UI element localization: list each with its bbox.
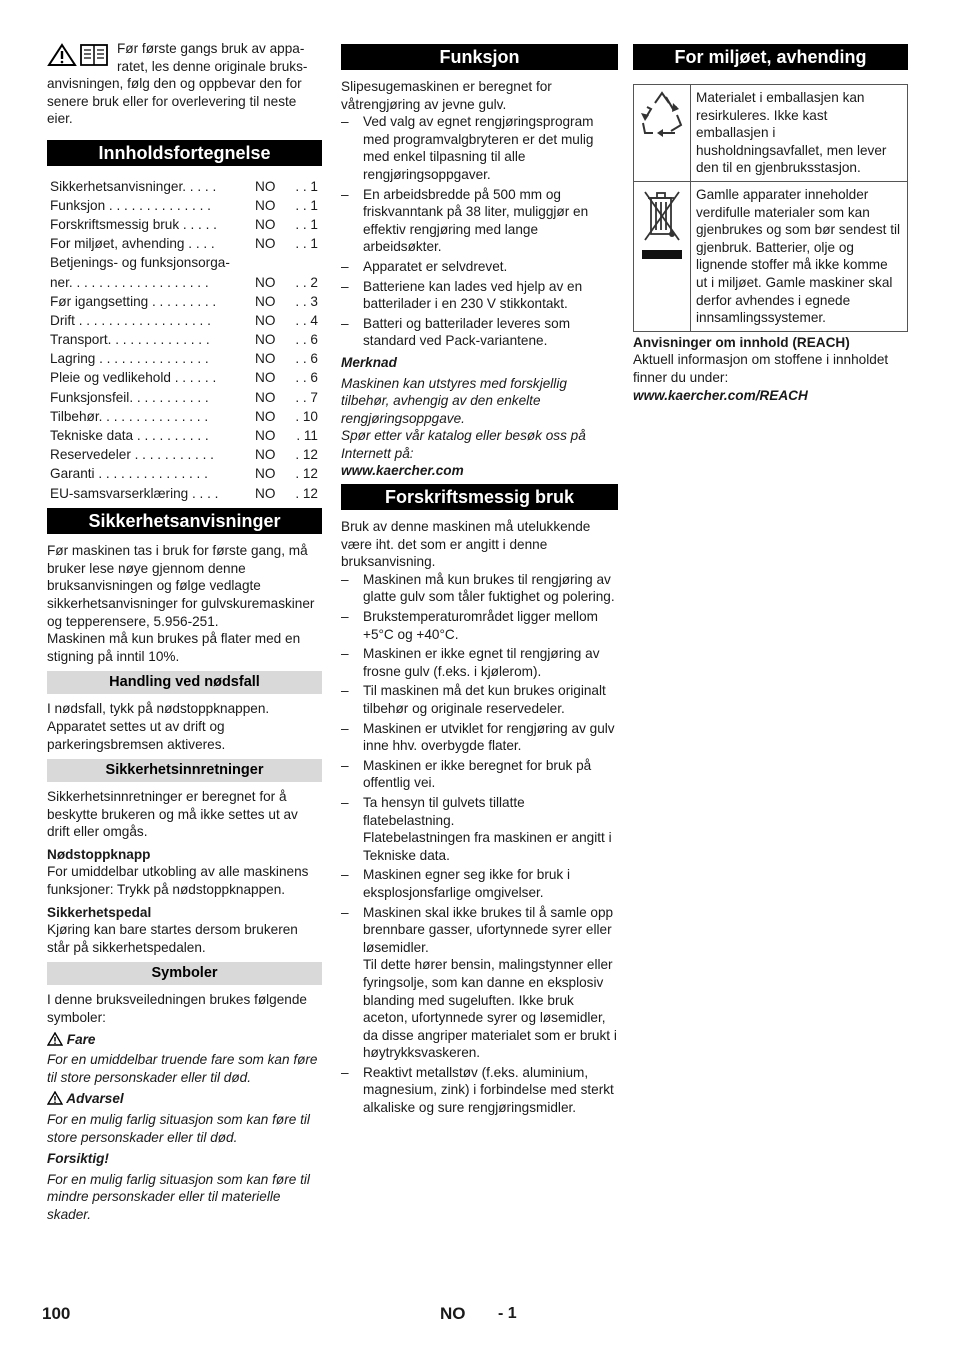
toc-label: Drift . . . . . . . . . . . . . . . . . . [50,312,211,328]
toc-label: Reservedeler . . . . . . . . . . . [50,447,214,463]
function-list [341,113,618,350]
toc-page: . . 6 [295,332,318,348]
recycle-icon [637,89,687,149]
intended-use-item [341,866,618,901]
toc-row[interactable] [50,329,318,348]
caution-label: Forsiktig! [47,1151,109,1167]
toc-language: NO [255,274,276,290]
intended-use-item-text: – Maskinen må kun brukes til rengjøring av glatte gulv som tåler fuktighet og polering. [363,571,615,605]
toc-page: . . 6 [295,370,318,386]
intro-line2: ratet, les denne originale bruks- [117,58,308,74]
reach-url: www.kaercher.com/REACH [633,387,808,403]
toc-row[interactable] [50,387,318,406]
toc-row[interactable] [50,406,318,425]
intended-use-item [341,904,618,1062]
footer-section: - 1 [498,1305,517,1322]
function-list-item: – En arbeidsbredde på 500 mm og friskvanntank på 38 liter, muliggjør en effektiv rengjøring med lange arbeidsøkter. [341,186,618,256]
toc-row[interactable] [50,349,318,368]
toc-row[interactable] [50,425,318,444]
intended-use-intro: Bruk av denne maskinen må utelukkende være iht. det som er angitt i denne bruksanvisning. [341,519,591,570]
toc-row[interactable] [50,195,318,214]
toc-label: Transport. . . . . . . . . . . . . . [50,332,210,348]
toc-page: . 12 [295,466,318,482]
env-icon-cell [634,85,691,182]
toc-row[interactable] [50,291,318,310]
toc-page: . 12 [295,447,318,463]
toc-page: . 12 [295,485,318,501]
env-icon-cell [634,181,691,331]
function-heading: Funksjon [341,44,618,70]
toc-page: . . 1 [295,236,318,252]
environment-heading: For miljøet, avhending [633,44,908,70]
note-text: Maskinen kan utstyres med forskjellig tilbehør, avhengig av den enkelte rengjøringsoppgave. [341,375,567,426]
intended-use-list [341,571,618,1117]
toc-language: NO [255,216,276,232]
intro-line1: Før første gangs bruk av appa- [117,41,305,56]
intended-use-item [341,1064,618,1117]
crossed-bin-icon [637,186,687,266]
function-list-item: – Apparatet er selvdrevet. [341,258,618,276]
toc-language: NO [255,370,276,386]
toc-label: Sikkerhetsanvisninger. . . . . [50,178,217,194]
toc-row[interactable] [50,272,318,291]
column-middle [341,40,618,1119]
intended-use-item [341,794,618,864]
toc-label: Tilbehør. . . . . . . . . . . . . . . [50,408,209,424]
toc-page: . . 6 [295,351,318,367]
danger-text: For en umiddelbar truende fare som kan føre til store personskader eller til død. [47,1052,318,1085]
intended-use-item-text: – Maskinen skal ikke brukes til å samle opp brennbare gasser, ufortynnede syrer eller løsemidler. [363,904,614,955]
note-url: www.kaercher.com [341,463,464,479]
toc-page: . . 1 [295,197,318,213]
toc-page: . . 1 [295,178,318,194]
warning-text: For en mulig farlig situasjon som kan føre til store personskader eller til død. [47,1112,310,1145]
intended-use-item-text: – Reaktivt metallstøv (f.eks. aluminium, magnesium, zink) i forbindelse med sterkt alkaliske og sure rengjøringsmidler. [363,1064,614,1116]
toc-row[interactable] [50,310,318,329]
toc-label: Funksjon . . . . . . . . . . . . . . [50,197,211,213]
safety-pedal-text: Kjøring kan bare startes dersom brukeren står på sikkerhetspedalen. [47,922,298,955]
intro-icons [47,43,111,72]
safety-text-slope: Maskinen må kun brukes på flater med en stigning på inntil 10%. [47,631,301,664]
toc-page: . . 1 [295,216,318,232]
toc-label: Lagring . . . . . . . . . . . . . . . [50,351,209,367]
toc-row[interactable] [50,483,318,502]
safety-devices-heading: Sikkerhetsinnretninger [47,759,322,782]
warning-label-row [47,1090,322,1108]
warning-triangle-icon [47,43,111,67]
intro-block [47,40,322,128]
env-packaging-text: Materialet i emballasjen kan resirkuleres. Ikke kast emballasjen i husholdningsavfallet, men lever den til en gjenbruksstasjon. [691,85,908,182]
toc-label: Forskriftsmessig bruk . . . . . [50,216,217,232]
caution-text: For en mulig farlig situasjon som kan føre til mindre personskader eller til materielle skader. [47,1171,310,1222]
toc-page: . . 2 [295,274,318,290]
function-list-item: – Batteri og batterilader leveres som standard ved Pack-variantene. [341,315,618,350]
toc-language: NO [255,485,276,501]
intended-use-heading: Forskriftsmessig bruk [341,484,618,510]
intended-use-item [341,757,618,792]
toc-label: Før igangsetting . . . . . . . . . [50,293,217,309]
toc-label: Funksjonsfeil. . . . . . . . . . . [50,389,209,405]
toc-label: Tekniske data . . . . . . . . . . [50,428,209,443]
toc-label: ner. . . . . . . . . . . . . . . . . . . [50,274,209,290]
env-row-old-devices [634,181,908,331]
emergency-stop-title: Nødstoppknapp [47,846,151,862]
reach-title: Anvisninger om innhold (REACH) [633,334,850,350]
toc-label: Betjenings- og funksjonsorga- [50,255,230,271]
toc-language: NO [255,236,276,252]
toc-page: . . 4 [295,312,318,328]
toc-language: NO [255,197,276,213]
toc-row[interactable] [50,214,318,233]
manual-book-icon [81,45,107,65]
function-intro: Slipesugemaskinen er beregnet for våtrengjøring av jevne gulv. [341,79,552,112]
env-row-packaging [634,85,908,182]
toc-heading: Innholdsfortegnelse [47,140,322,166]
function-list-item: – Batteriene kan lades ved hjelp av en batterilader i en 230 V stikkontakt. [341,278,618,313]
function-list-item: – Ved valg av egnet rengjøringsprogram med programvalgbryteren er det mulig med enkel tilpasning til alle rengjøringsoppgaver. [341,113,618,183]
intended-use-item [341,608,618,643]
reach-text: Aktuell informasjon om stoffene i innholdet finner du under: [633,352,889,385]
toc-language: NO [255,332,276,348]
toc-page: . . 3 [295,293,318,309]
note-text-catalog: Spør etter vår katalog eller besøk oss på Internett på: [341,428,586,461]
toc-row[interactable] [50,464,318,483]
intended-use-item-text: – Maskinen er ikke beregnet for bruk på offentlig vei. [363,757,592,791]
toc-label: Garanti . . . . . . . . . . . . . . . [50,466,208,482]
intended-use-item [341,645,618,680]
warning-label: Advarsel [66,1091,124,1107]
note-title: Merknad [341,354,397,370]
safety-text: Før maskinen tas i bruk for første gang, må bruker lese nøye gjennom denne bruksanvisningen og følge vedlagte sikkerhetsanvisninger for gulvskuremaskiner og tepperensere, 5.956-251. [47,543,315,629]
toc-table [50,176,318,502]
toc-label: EU-samsvarserklæring . . . . [50,485,219,501]
intended-use-item [341,720,618,755]
safety-heading: Sikkerhetsanvisninger [47,508,322,534]
intended-use-item [341,571,618,606]
toc-language: NO [255,312,276,328]
toc-language: NO [255,466,276,482]
safety-devices-text: Sikkerhetsinnretninger er beregnet for å beskytte brukeren og må ikke settes ut av drift eller omgås. [47,789,298,840]
column-right [633,40,908,404]
toc-label: Pleie og vedlikehold . . . . . . [50,370,217,386]
toc-page: . 11 [296,428,318,443]
warning-triangle-icon [47,1032,63,1046]
toc-language: NO [255,293,276,309]
environment-table [633,84,908,332]
toc-row[interactable] [50,368,318,387]
env-old-devices-text: Gamlle apparater inneholder verdifulle materialer som kan gjenbrukes og som bør sendest til gjenbruk. Batterier, olje og lignende stoffer må ikke komme ut i miljøet. Gamle maskiner skal derfor avhendes i egnede innsamlingssystemer. [691,181,908,331]
danger-label-row [47,1031,322,1049]
safety-pedal-title: Sikkerhetspedal [47,904,152,920]
footer-language: NO [440,1304,466,1323]
emergency-text: I nødsfall, tykk på nødstoppknappen. Apparatet settes ut av drift og parkeringsbremsen aktiveres. [47,701,270,752]
intended-use-item-text: – Ta hensyn til gulvets tillatte flatebelastning. [363,794,525,828]
intended-use-item [341,682,618,717]
toc-page: . . 7 [295,389,318,405]
page-number: 100 [42,1304,71,1323]
emergency-heading: Handling ved nødsfall [47,671,322,694]
intended-use-item-text: – Til maskinen må det kun brukes originalt tilbehør og originale reservedeler. [363,683,606,716]
intro-text: anvisningen, følg den og oppbevar den for senere bruk eller for overlevering til neste eier. [47,76,302,127]
toc-language: NO [255,428,276,443]
warning-triangle-icon [47,1091,63,1105]
danger-label: Fare [66,1031,96,1047]
toc-language: NO [255,408,276,424]
intended-use-item-extra: Til dette hører bensin, malingstynner eller fyringsolje, som kan danne en eksplosiv blanding med sugeluften. Ikke bruk aceton, ufortynnede syrer og løsemidler, da disse angriper materialet som er brukt i høytrykksvaskeren. [363,957,617,1061]
toc-language: NO [255,178,276,194]
emergency-stop-text: For umiddelbar utkobling av alle maskinens funksjoner: Trykk på nødstoppknappen. [47,864,309,898]
toc-row [50,253,318,272]
toc-row[interactable] [50,234,318,253]
toc-row[interactable] [50,176,318,195]
intended-use-item-text: – Maskinen egner seg ikke for bruk i eksplosjonsfarlige omgivelser. [363,867,571,900]
toc-row[interactable] [50,445,318,464]
symbols-intro: I denne bruksveiledningen brukes følgende symboler: [47,992,307,1026]
intended-use-item-text: – Maskinen er ikke egnet til rengjøring av frosne gulv (f.eks. i kjølerom). [363,646,600,679]
column-left [47,40,322,1224]
toc-language: NO [255,351,276,367]
toc-language: NO [255,389,276,405]
intended-use-item-text: – Brukstemperaturområdet ligger mellom +5°C og +40°C. [363,609,598,642]
symbols-heading: Symboler [47,962,322,985]
toc-label: For miljøet, avhending . . . . [50,236,215,252]
intended-use-item-extra: Flatebelastningen fra maskinen er angitt i Tekniske data. [363,830,612,863]
intended-use-item-text: – Maskinen er utviklet for rengjøring av gulv inne hhv. overbygde flater. [363,720,615,754]
toc-language: NO [255,447,276,463]
toc-page: . 10 [295,408,318,424]
